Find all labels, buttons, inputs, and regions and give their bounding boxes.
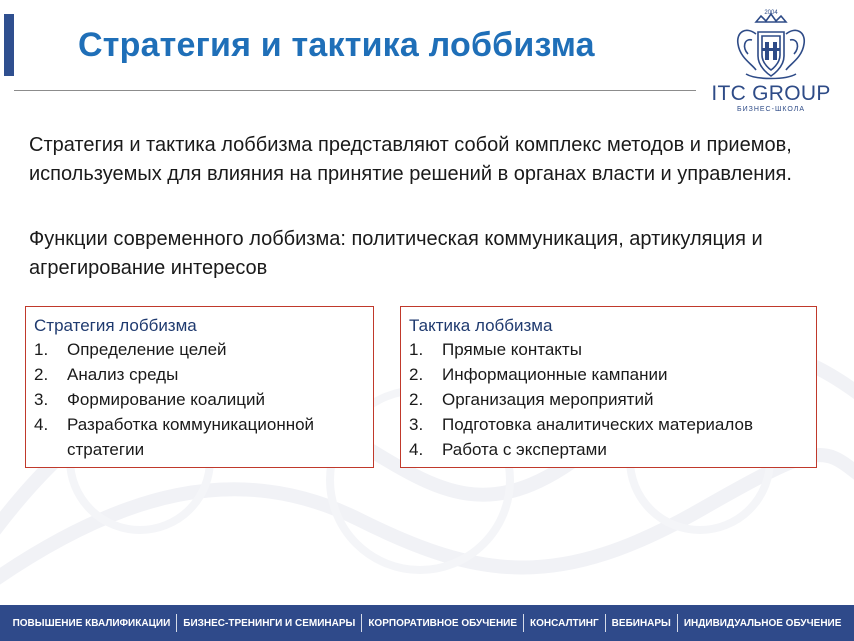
list-number: 2. (409, 365, 424, 384)
list-number: 4. (34, 415, 49, 434)
footer-divider (361, 614, 362, 632)
list-number: 1. (409, 340, 424, 359)
list-item (409, 412, 808, 437)
logo-subtitle: БИЗНЕС-ШКОЛА (736, 106, 805, 113)
strategy-box-title: Стратегия лоббизма (34, 316, 197, 335)
footer-divider (176, 614, 177, 632)
accent-bar (4, 14, 14, 76)
page-title: Стратегия и тактика лоббизма (78, 26, 595, 64)
list-item (34, 387, 365, 412)
list-text: Информационные кампании (442, 365, 668, 384)
list-text: Определение целей (67, 340, 227, 359)
strategy-list (34, 337, 365, 462)
logo-year: 2004 (764, 10, 778, 16)
list-text: Работа с экспертами (442, 440, 607, 459)
list-text: Анализ среды (67, 365, 179, 384)
footer-link-qualification[interactable]: ПОВЫШЕНИЕ КВАЛИФИКАЦИИ (12, 617, 171, 629)
list-item (409, 362, 808, 387)
list-text: Прямые контакты (442, 340, 582, 359)
footer-link-trainings[interactable]: БИЗНЕС-ТРЕНИНГИ И СЕМИНАРЫ (183, 617, 356, 629)
footer-link-consulting[interactable]: КОНСАЛТИНГ (530, 617, 599, 629)
list-number: 2. (34, 365, 49, 384)
list-text: Организация мероприятий (442, 390, 654, 409)
footer-divider (605, 614, 606, 632)
tactics-box (400, 306, 817, 468)
list-text: Разработка коммуникационной стратегии (67, 415, 315, 459)
tactics-list (409, 337, 808, 462)
title-divider (14, 90, 696, 91)
footer-link-corporate[interactable]: КОРПОРАТИВНОЕ ОБУЧЕНИЕ (368, 617, 518, 629)
list-item (34, 337, 365, 362)
list-number: 3. (409, 415, 424, 434)
tactics-box-title: Тактика лоббизма (409, 316, 553, 335)
list-number: 1. (34, 340, 49, 359)
list-text: Подготовка аналитических материалов (442, 415, 753, 434)
list-number: 2. (409, 390, 424, 409)
footer-divider (523, 614, 524, 632)
footer-link-individual[interactable]: ИНДИВИДУАЛЬНОЕ ОБУЧЕНИЕ (683, 617, 842, 629)
list-number: 4. (409, 440, 424, 459)
list-item (409, 387, 808, 412)
functions-paragraph: Функции современного лоббизма: политическая коммуникация, артикуляция и агрегирование интересов (29, 228, 763, 279)
list-item (34, 412, 365, 462)
list-item (409, 337, 808, 362)
list-number: 3. (34, 390, 49, 409)
strategy-box (25, 306, 374, 468)
footer-link-webinars[interactable]: ВЕБИНАРЫ (611, 617, 671, 629)
logo-name: ITC GROUP (711, 82, 831, 105)
footer-divider (677, 614, 678, 632)
intro-paragraph: Стратегия и тактика лоббизма представляют собой комплекс методов и приемов, используемых для влияния на принятие решений в органах власти и управления. (29, 134, 792, 185)
list-text: Формирование коалиций (67, 390, 265, 409)
footer-bar (0, 605, 854, 641)
list-item (409, 437, 808, 462)
list-item (34, 362, 365, 387)
